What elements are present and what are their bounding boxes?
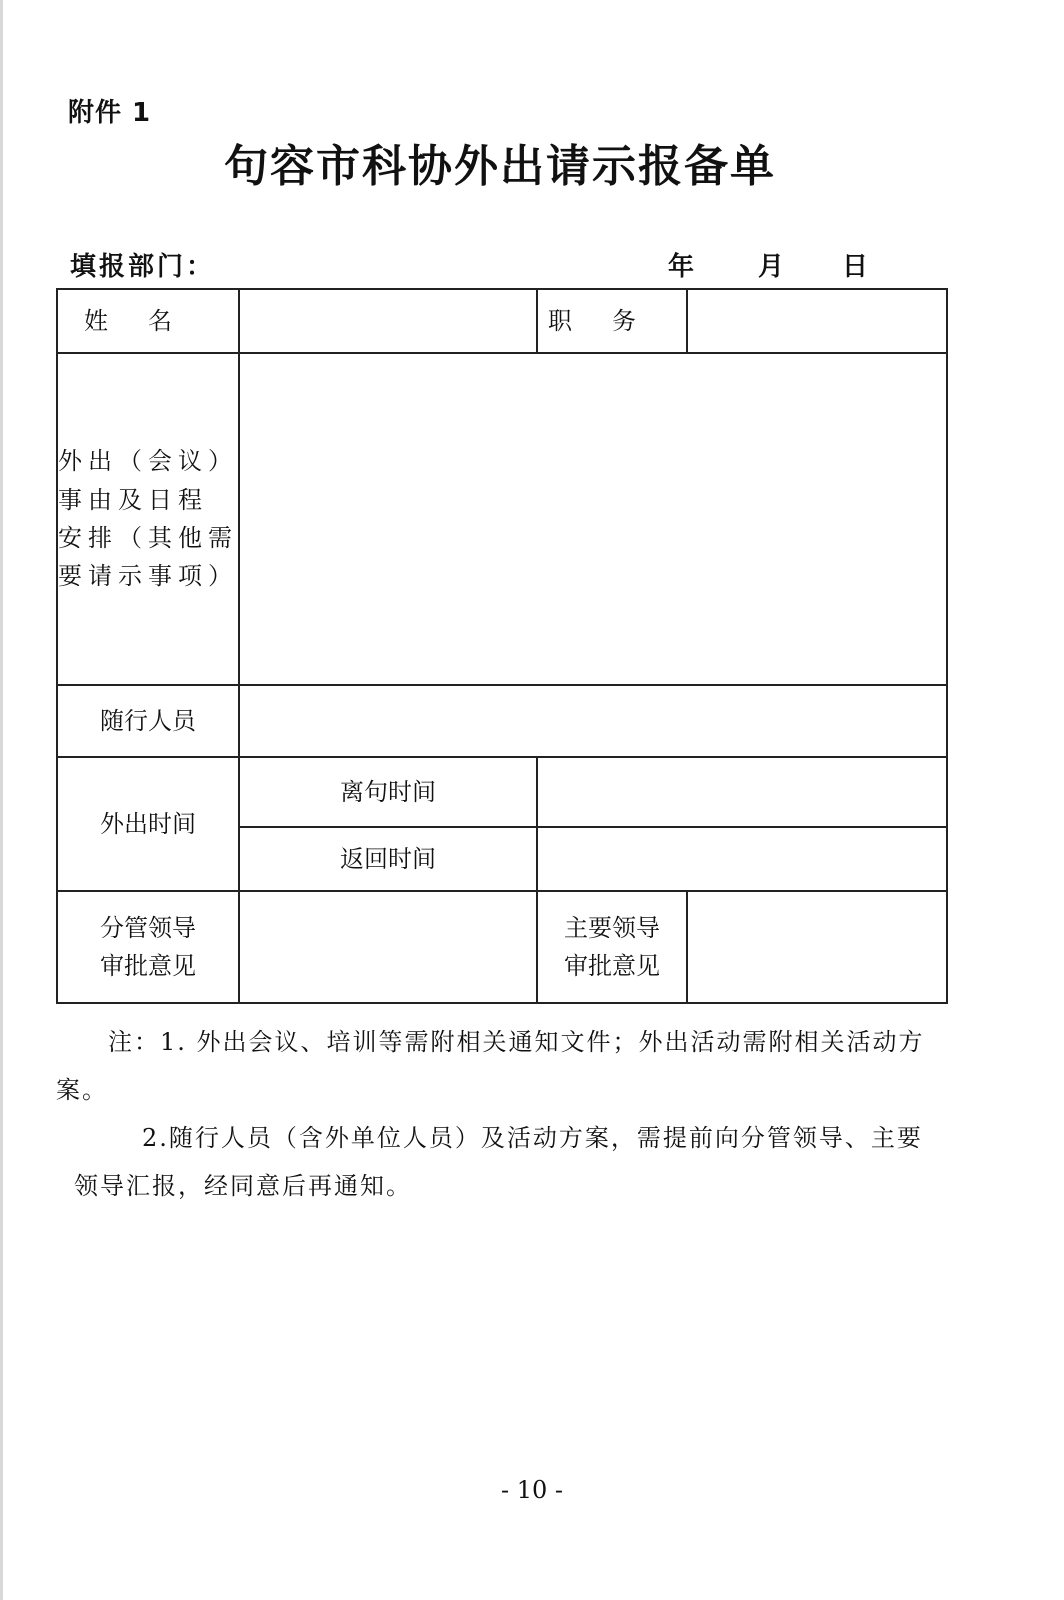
note-1: 注：1. 外出会议、培训等需附相关通知文件；外出活动需附相关活动方案。 (56, 1028, 925, 1104)
return-time-field[interactable] (537, 827, 947, 891)
outing-time-label: 外出时间 (57, 757, 239, 891)
reason-label-line: 安排（其他需 (58, 524, 238, 552)
year-label: 年 (668, 252, 695, 282)
supervisor-approval-label-line: 分管领导 (100, 913, 196, 942)
reason-label-line: 要请示事项） (58, 562, 238, 591)
reason-label-line: 外出（会议） (58, 447, 238, 476)
name-field[interactable] (239, 289, 537, 353)
principal-approval-label-line: 主要领导 (564, 913, 660, 942)
name-row (57, 289, 947, 353)
position-field[interactable] (687, 289, 947, 353)
reason-row (57, 353, 947, 685)
approval-row (57, 891, 947, 1003)
page-number: - 10 - (500, 1476, 563, 1504)
reason-label-cell (57, 353, 239, 685)
page-title: 句容市科协外出请示报备单 (224, 141, 776, 192)
departure-time-label: 离句时间 (239, 757, 537, 827)
position-label: 职务 (548, 306, 676, 335)
departure-row (57, 757, 947, 827)
position-label-cell (537, 289, 687, 353)
name-label: 姓名 (84, 306, 212, 335)
companions-row (57, 685, 947, 757)
principal-approval-label-line: 审批意见 (564, 952, 660, 980)
department-label: 填报部门： (70, 252, 216, 282)
day-label: 日 (842, 252, 869, 282)
supervisor-approval-label (57, 891, 239, 1003)
companions-field[interactable] (239, 685, 947, 757)
month-label: 月 (758, 252, 785, 282)
supervisor-approval-label-line: 审批意见 (100, 952, 196, 980)
attachment-label: 附件 1 (68, 98, 152, 128)
reason-field[interactable] (239, 353, 947, 685)
supervisor-approval-field[interactable] (239, 891, 537, 1003)
note-2: 2.随行人员（含外单位人员）及活动方案，需提前向分管领导、主要领导汇报，经同意后再通知。 (74, 1124, 923, 1200)
departure-time-field[interactable] (537, 757, 947, 827)
page-edge (0, 0, 3, 1600)
notes-section (56, 1018, 946, 1210)
principal-approval-field[interactable] (687, 891, 947, 1003)
principal-approval-label (537, 891, 687, 1003)
companions-label: 随行人员 (57, 685, 239, 757)
reason-label-line: 事由及日程 (58, 485, 208, 514)
report-form-table (56, 288, 948, 1004)
return-time-label: 返回时间 (239, 827, 537, 891)
name-label-cell (57, 289, 239, 353)
